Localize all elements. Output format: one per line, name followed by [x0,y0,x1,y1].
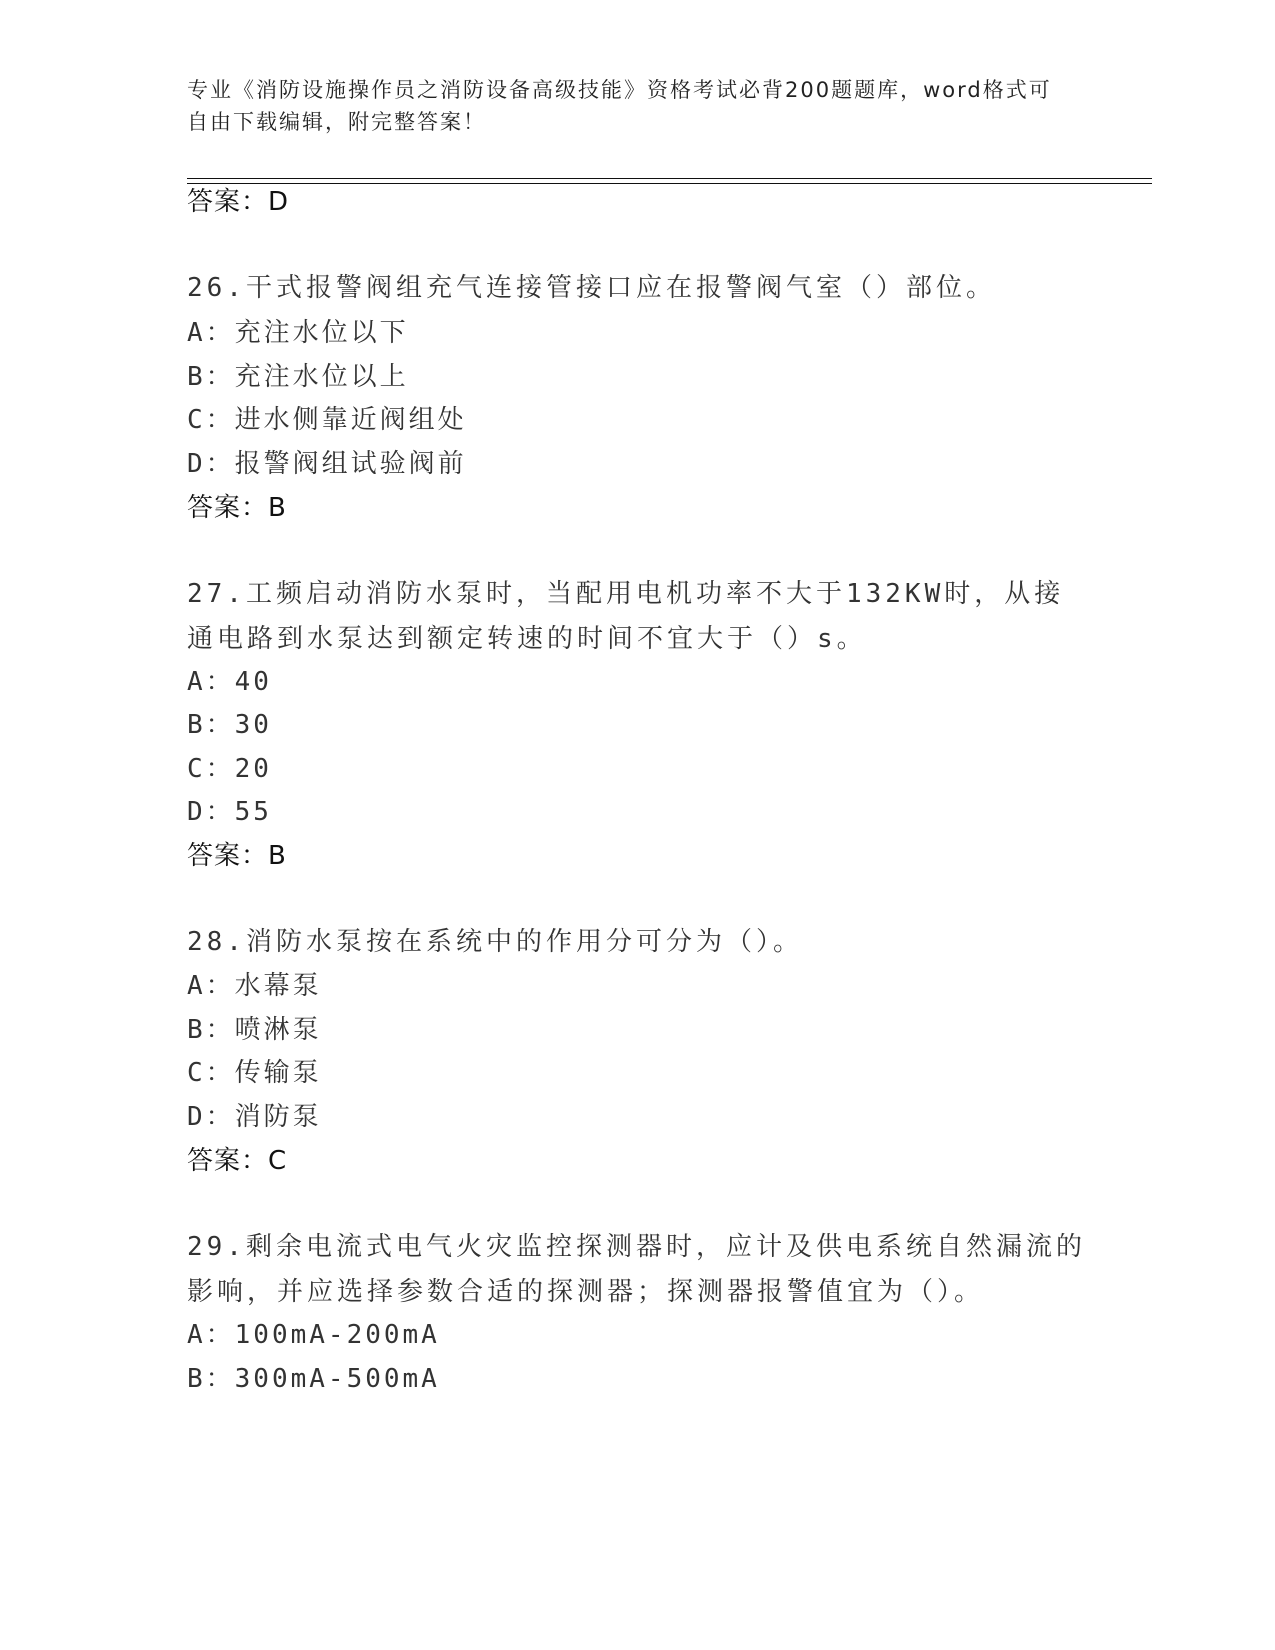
question-29-option-b: B：300mA-500mA [187,1364,440,1394]
question-27-option-a: A：40 [187,667,272,697]
question-27-option-d: D：55 [187,797,272,827]
header-divider-bottom [187,183,1152,184]
question-26-option-a: A：充注水位以下 [187,318,409,348]
question-28-option-c: C：传输泵 [187,1058,322,1088]
question-26-stem: 26.干式报警阀组充气连接管接口应在报警阀气室（）部位。 [187,273,996,303]
question-28-option-a: A：水幕泵 [187,971,322,1001]
question-28-option-d: D：消防泵 [187,1102,322,1132]
question-26-answer: 答案：B [187,493,287,523]
answer-text: 答案：D [187,187,290,217]
question-26-option-c: C：进水侧靠近阀组处 [187,405,467,435]
header-divider-top [187,178,1152,179]
question-28-answer: 答案：C [187,1146,288,1176]
question-26-option-b: B：充注水位以上 [187,362,409,392]
question-27-stem: 27.工频启动消防水泵时，当配用电机功率不大于132KW时，从接通电路到水泵达到额定转速的时间不宜大于（）s。 [187,579,1065,654]
question-28-stem: 28.消防水泵按在系统中的作用分可分为（）。 [187,927,803,957]
question-28-option-b: B：喷淋泵 [187,1015,322,1045]
question-27-option-c: C：20 [187,754,272,784]
question-29-stem: 29.剩余电流式电气火灾监控探测器时，应计及供电系统自然漏流的影响，并应选择参数合适的探测器；探测器报警值宜为（）。 [187,1232,1086,1307]
question-26-option-d: D：报警阀组试验阀前 [187,449,467,479]
question-27-option-b: B：30 [187,710,272,740]
question-29-option-a: A：100mA-200mA [187,1320,440,1350]
question-27-answer: 答案：B [187,841,287,871]
document-header: 专业《消防设施操作员之消防设备高级技能》资格考试必背200题题库，word格式可自由下载编辑，附完整答案！ [187,78,1052,134]
